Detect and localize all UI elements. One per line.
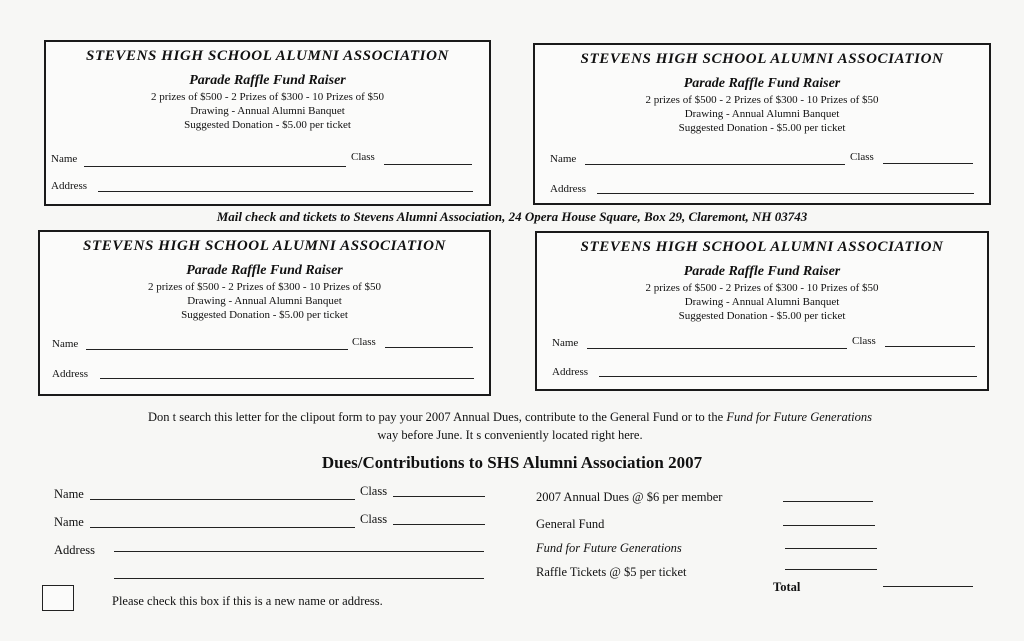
raffle-ticket-1 <box>44 40 491 206</box>
ticket-prizes: 2 prizes of $500 - 2 Prizes of $300 - 10 Prizes of $50 <box>645 94 879 106</box>
checkbox-label: Please check this box if this is a new name or address. <box>112 594 383 608</box>
ticket-donation: Suggested Donation - $5.00 per ticket <box>184 119 351 131</box>
ticket-subtitle: Parade Raffle Fund Raiser <box>186 263 343 278</box>
raffle-ticket-2 <box>533 43 991 205</box>
dues-address-label: Address <box>54 543 95 557</box>
class-field[interactable] <box>883 163 973 164</box>
ticket-subtitle: Parade Raffle Fund Raiser <box>189 73 346 88</box>
dues-class-field-2[interactable] <box>393 524 485 525</box>
dues-form-title: Dues/Contributions to SHS Alumni Association 2007 <box>321 453 703 472</box>
dues-address-field-1[interactable] <box>114 551 484 552</box>
ticket-drawing: Drawing - Annual Alumni Banquet <box>187 295 342 307</box>
address-label: Address <box>51 180 88 192</box>
name-label: Name <box>51 153 78 165</box>
address-field[interactable] <box>599 376 977 377</box>
ticket-donation: Suggested Donation - $5.00 per ticket <box>181 309 348 321</box>
address-label: Address <box>552 366 589 378</box>
dues-note-text2: way before June. It s conveniently located right here. <box>377 428 643 442</box>
ticket-heading: STEVENS HIGH SCHOOL ALUMNI ASSOCIATION <box>83 238 446 254</box>
address-field[interactable] <box>597 193 974 194</box>
class-label: Class <box>850 151 874 163</box>
mail-instruction: Mail check and tickets to Stevens Alumni Association, 24 Opera House Square, Box 29, Claremont, NH 03743 <box>216 209 808 224</box>
ticket-drawing: Drawing - Annual Alumni Banquet <box>190 105 345 117</box>
dues-name-label-1: Name <box>54 487 84 501</box>
class-field[interactable] <box>384 164 472 165</box>
name-field[interactable] <box>585 164 845 165</box>
fund-name: Fund for Future Generations <box>726 410 873 424</box>
class-label: Class <box>352 336 376 348</box>
raffle-tickets-field[interactable] <box>785 569 877 570</box>
address-label: Address <box>52 368 89 380</box>
dues-class-label-2: Class <box>360 512 388 526</box>
dues-name-label-2: Name <box>54 515 84 529</box>
dues-class-field-1[interactable] <box>393 496 485 497</box>
dues-class-label-1: Class <box>360 484 388 498</box>
address-field[interactable] <box>98 191 473 192</box>
address-field[interactable] <box>100 378 474 379</box>
ticket-prizes: 2 prizes of $500 - 2 Prizes of $300 - 10 Prizes of $50 <box>147 281 382 293</box>
class-label: Class <box>852 335 876 347</box>
address-label: Address <box>550 183 587 195</box>
dues-note <box>40 408 980 444</box>
ticket-drawing: Drawing - Annual Alumni Banquet <box>684 108 840 120</box>
raffle-tickets-label: Raffle Tickets @ $5 per ticket <box>536 565 687 579</box>
general-fund-field[interactable] <box>783 525 875 526</box>
dues-address-field-2[interactable] <box>114 578 484 579</box>
new-address-checkbox[interactable] <box>42 585 74 611</box>
annual-dues-field[interactable] <box>783 501 873 502</box>
dues-name-field-2[interactable] <box>90 527 355 528</box>
ticket-donation: Suggested Donation - $5.00 per ticket <box>678 310 846 322</box>
class-field[interactable] <box>385 347 473 348</box>
name-field[interactable] <box>86 349 348 350</box>
class-field[interactable] <box>885 346 975 347</box>
name-label: Name <box>52 338 79 350</box>
name-label: Name <box>552 337 579 349</box>
dues-name-field-1[interactable] <box>90 499 355 500</box>
ticket-heading: STEVENS HIGH SCHOOL ALUMNI ASSOCIATION <box>580 239 944 255</box>
ticket-heading: STEVENS HIGH SCHOOL ALUMNI ASSOCIATION <box>86 48 449 64</box>
future-generations-label: Fund for Future Generations <box>536 541 682 555</box>
raffle-ticket-3 <box>38 230 491 396</box>
annual-dues-label: 2007 Annual Dues @ $6 per member <box>536 490 723 504</box>
name-label: Name <box>550 153 577 165</box>
ticket-subtitle: Parade Raffle Fund Raiser <box>683 76 841 91</box>
total-field[interactable] <box>883 586 973 587</box>
name-field[interactable] <box>587 348 847 349</box>
raffle-ticket-4 <box>535 231 989 391</box>
dues-note-text: Don t search this letter for the clipout form to pay your 2007 Annual Dues, contribute to the General Fund or to the <box>147 410 727 424</box>
future-generations-field[interactable] <box>785 548 877 549</box>
class-label: Class <box>351 151 375 163</box>
ticket-prizes: 2 prizes of $500 - 2 Prizes of $300 - 10 Prizes of $50 <box>150 91 385 103</box>
general-fund-label: General Fund <box>536 517 605 531</box>
total-label: Total <box>773 580 801 594</box>
ticket-subtitle: Parade Raffle Fund Raiser <box>683 264 841 279</box>
ticket-donation: Suggested Donation - $5.00 per ticket <box>678 122 846 134</box>
ticket-drawing: Drawing - Annual Alumni Banquet <box>684 296 840 308</box>
name-field[interactable] <box>84 166 346 167</box>
ticket-heading: STEVENS HIGH SCHOOL ALUMNI ASSOCIATION <box>580 51 944 67</box>
ticket-prizes: 2 prizes of $500 - 2 Prizes of $300 - 10 Prizes of $50 <box>645 282 879 294</box>
